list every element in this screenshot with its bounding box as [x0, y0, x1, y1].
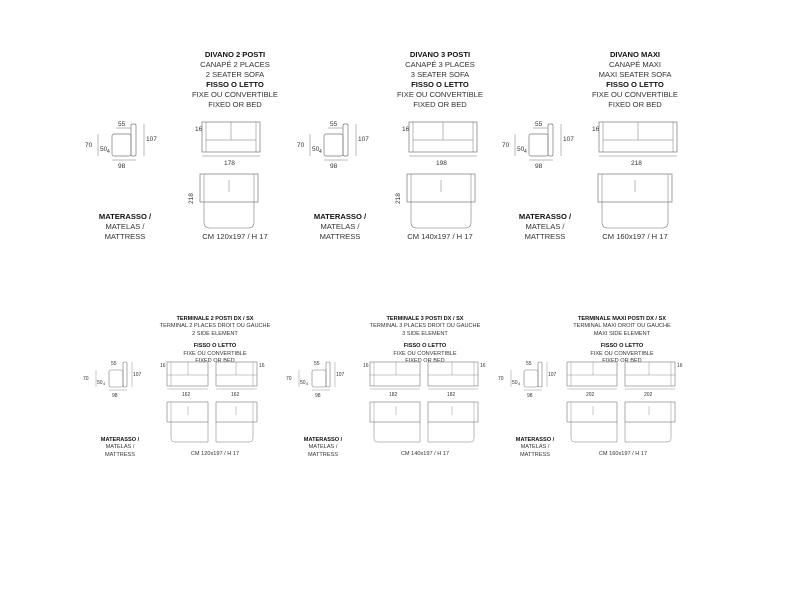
dim-front-width: 178 [224, 160, 235, 167]
type-fr: FIXE OU CONVERTIBLE [192, 90, 278, 99]
type-fr: FIXE OU CONVERTIBLE [393, 350, 457, 357]
terminal-subtitle-fr: TERMINAL 3 PLACES DROIT OU GAUCHE [369, 323, 481, 330]
dim-small: 4 [103, 381, 106, 386]
dim-depth: 98 [527, 393, 533, 399]
dim-width-left: 182 [389, 392, 398, 398]
model-header-maxi [570, 50, 700, 110]
type-it: FISSO O LETTO [403, 343, 447, 350]
dim-depth: 98 [112, 393, 118, 399]
mattress-it: MATERASSO / [518, 212, 572, 221]
model-subtitle-fr: CANAPÉ MAXI [609, 60, 661, 69]
dim-mid: 50 [517, 146, 525, 153]
dim-mid: 50 [512, 380, 518, 386]
dim-mid: 50 [100, 146, 108, 153]
dim-height: 107 [336, 372, 345, 378]
mattress-it: MATERASSO / [98, 212, 152, 221]
dim-bed-depth: 218 [395, 193, 402, 204]
terminal-bed-diagram [361, 398, 491, 448]
mattress-it: MATERASSO / [100, 437, 140, 443]
dim-front-height: 16 [195, 126, 203, 133]
type-fr: FIXE OU CONVERTIBLE [397, 90, 483, 99]
mattress-label [80, 437, 160, 459]
dim-front-width: 218 [631, 160, 642, 167]
model-header-3-seater [375, 50, 505, 110]
dim-left: 70 [502, 142, 510, 149]
mattress-it: MATERASSO / [515, 437, 555, 443]
dim-width-right: 162 [231, 392, 240, 398]
mattress-size: CM 140x197 / H 17 [407, 232, 473, 241]
mattress-size: CM 140x197 / H 17 [400, 451, 450, 457]
dim-front-height-right: 16 [677, 363, 683, 369]
model-title: DIVANO 3 POSTI [409, 50, 471, 59]
model-subtitle-en: 3 SEATER SOFA [410, 70, 470, 79]
model-title: DIVANO MAXI [609, 50, 661, 59]
front-view-diagram [193, 120, 268, 170]
model-subtitle-en: MAXI SEATER SOFA [598, 70, 672, 79]
terminal-bed-diagram [158, 398, 268, 448]
mattress-fr: MATELAS / [105, 222, 145, 231]
terminal-subtitle-fr: TERMINAL 2 PLACES DROIT OU GAUCHE [159, 323, 271, 330]
model-title: DIVANO 2 POSTI [204, 50, 266, 59]
type-en: FIXED OR BED [608, 100, 662, 109]
terminal-front-diagram [361, 358, 491, 398]
type-en: FIXED OR BED [405, 358, 445, 365]
mattress-label [295, 212, 385, 242]
mattress-en: MATTRESS [524, 232, 566, 241]
dim-mid: 50 [97, 380, 103, 386]
type-en: FIXED OR BED [413, 100, 467, 109]
dim-top: 55 [111, 361, 117, 367]
terminal-front-diagram [158, 358, 268, 398]
front-view-diagram [590, 120, 685, 170]
terminal-subtitle-en: MAXI SIDE ELEMENT [593, 330, 651, 337]
type-it: FISSO O LETTO [193, 343, 237, 350]
side-view-diagram [283, 358, 353, 398]
mattress-fr: MATELAS / [308, 444, 338, 451]
dim-height: 107 [548, 372, 557, 378]
dim-left: 70 [498, 376, 504, 382]
dim-left: 70 [286, 376, 292, 382]
mattress-fr: MATELAS / [520, 444, 550, 451]
model-subtitle-en: 2 SEATER SOFA [205, 70, 265, 79]
side-view-diagram [292, 118, 372, 168]
mattress-en: MATTRESS [104, 232, 146, 241]
mattress-fr: MATELAS / [320, 222, 360, 231]
type-fr: FIXE OU CONVERTIBLE [592, 90, 678, 99]
side-view-diagram [495, 358, 565, 398]
dim-front-height: 16 [402, 126, 410, 133]
mattress-en: MATTRESS [519, 451, 551, 458]
dim-mid: 50 [312, 146, 320, 153]
type-fr: FIXE OU CONVERTIBLE [590, 350, 654, 357]
type-fr: FIXE OU CONVERTIBLE [183, 350, 247, 357]
mattress-label [283, 437, 363, 459]
dim-left: 70 [297, 142, 305, 149]
dim-top: 55 [535, 121, 543, 128]
mattress-en: MATTRESS [104, 451, 136, 458]
mattress-it: MATERASSO / [313, 212, 367, 221]
side-view-diagram [80, 118, 160, 168]
type-it: FISSO O LETTO [606, 80, 664, 89]
dim-left: 70 [85, 142, 93, 149]
dim-small: 4 [107, 149, 110, 155]
dim-front-height-right: 16 [480, 363, 486, 369]
mattress-it: MATERASSO / [303, 437, 343, 443]
dim-front-width: 198 [436, 160, 447, 167]
bed-view-diagram [185, 172, 265, 232]
dim-height: 107 [146, 136, 157, 143]
terminal-subtitle-en: 2 SIDE ELEMENT [192, 330, 238, 337]
dim-depth: 98 [330, 163, 338, 170]
dim-width-left: 162 [182, 392, 191, 398]
dim-width-right: 202 [644, 392, 653, 398]
dim-height: 107 [563, 136, 574, 143]
mattress-fr: MATELAS / [525, 222, 565, 231]
dim-bed-depth: 218 [188, 193, 195, 204]
dim-top: 55 [526, 361, 532, 367]
dim-depth: 98 [535, 163, 543, 170]
dim-small: 4 [319, 149, 322, 155]
dim-top: 55 [314, 361, 320, 367]
dim-depth: 98 [315, 393, 321, 399]
dim-width-right: 182 [447, 392, 456, 398]
terminal-front-diagram [558, 358, 688, 398]
dim-width-left: 202 [586, 392, 595, 398]
dim-front-height-right: 16 [259, 363, 265, 369]
mattress-label [80, 212, 170, 242]
dim-depth: 98 [118, 163, 126, 170]
dim-small: 4 [306, 381, 309, 386]
model-subtitle-fr: CANAPÉ 3 PLACES [405, 60, 475, 69]
dim-small: 4 [518, 381, 521, 386]
dim-top: 55 [118, 121, 126, 128]
model-header-2-seater [170, 50, 300, 110]
dim-front-height: 16 [160, 363, 166, 369]
dim-height: 107 [358, 136, 369, 143]
side-view-diagram [80, 358, 150, 398]
terminal-subtitle-en: 3 SIDE ELEMENT [402, 330, 448, 337]
dim-small: 4 [524, 149, 527, 155]
type-en: FIXED OR BED [602, 358, 642, 365]
type-it: FISSO O LETTO [206, 80, 264, 89]
type-it: FISSO O LETTO [600, 343, 644, 350]
terminal-title: TERMINALE 2 POSTI DX / SX [176, 316, 254, 322]
type-en: FIXED OR BED [195, 358, 235, 365]
mattress-size: CM 120x197 / H 17 [202, 232, 268, 241]
bed-view-diagram [583, 172, 678, 232]
front-view-diagram [400, 120, 485, 170]
terminal-title: TERMINALE MAXI POSTI DX / SX [578, 316, 666, 322]
terminal-bed-diagram [558, 398, 688, 448]
dim-front-height: 16 [592, 126, 600, 133]
type-en: FIXED OR BED [208, 100, 262, 109]
mattress-en: MATTRESS [307, 451, 339, 458]
dim-front-height: 16 [363, 363, 369, 369]
terminal-subtitle-fr: TERMINAL MAXI DROIT OU GAUCHE [573, 323, 671, 330]
mattress-label [495, 437, 575, 459]
bed-view-diagram [392, 172, 482, 232]
mattress-size: CM 120x197 / H 17 [190, 451, 240, 457]
type-it: FISSO O LETTO [411, 80, 469, 89]
dim-mid: 50 [300, 380, 306, 386]
mattress-label [500, 212, 590, 242]
terminal-title: TERMINALE 3 POSTI DX / SX [386, 316, 464, 322]
mattress-size: CM 160x197 / H 17 [598, 451, 648, 457]
dim-height: 107 [133, 372, 142, 378]
dim-left: 70 [83, 376, 89, 382]
side-view-diagram [497, 118, 577, 168]
mattress-size: CM 160x197 / H 17 [602, 232, 668, 241]
model-subtitle-fr: CANAPÉ 2 PLACES [200, 60, 270, 69]
mattress-en: MATTRESS [319, 232, 361, 241]
dim-top: 55 [330, 121, 338, 128]
mattress-fr: MATELAS / [105, 444, 135, 451]
